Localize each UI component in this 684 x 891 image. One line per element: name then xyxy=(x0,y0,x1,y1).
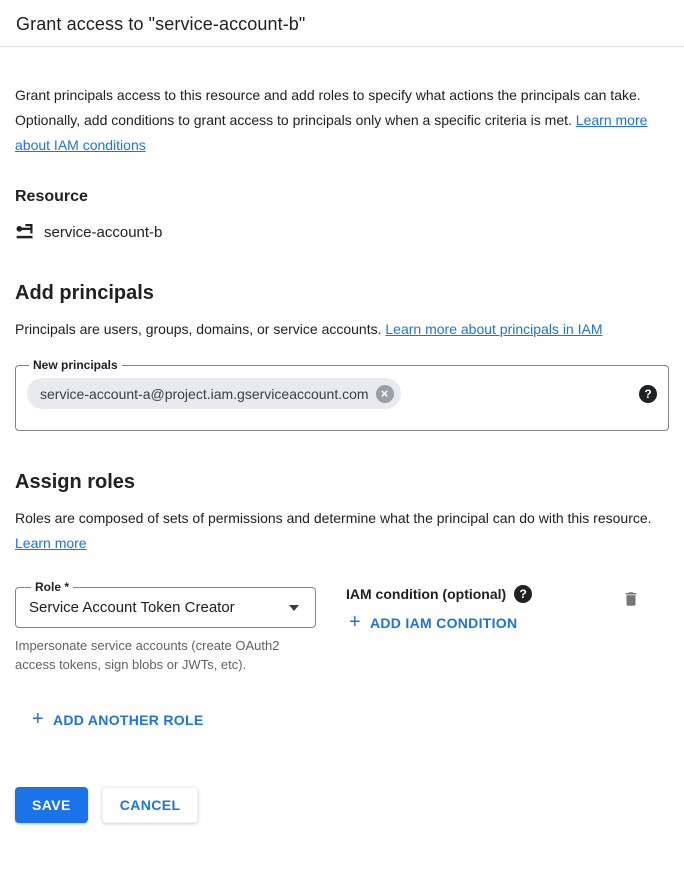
role-column xyxy=(15,580,316,674)
plus-icon: + xyxy=(32,708,44,730)
dropdown-arrow-icon xyxy=(289,605,299,611)
iam-condition-label-row xyxy=(346,585,532,603)
intro-text: Grant principals access to this resource and add roles to specify what actions the principals can take. Optionally, add conditions to grant access to principals only when a specific criteria is met. xyxy=(15,87,641,128)
trash-icon xyxy=(622,597,640,612)
add-iam-condition-button[interactable] xyxy=(349,611,518,633)
dialog-body xyxy=(0,83,684,823)
resource-name: service-account-b xyxy=(44,223,163,241)
assign-roles-text: Roles are composed of sets of permissions and determine what the principal can do with this resource. xyxy=(15,510,652,526)
add-another-role-button[interactable] xyxy=(32,708,204,730)
add-principals-text: Principals are users, groups, domains, or service accounts. xyxy=(15,321,386,337)
cancel-button[interactable]: CANCEL xyxy=(102,787,199,823)
principals-chip-row xyxy=(27,378,657,409)
resource-heading: Resource xyxy=(15,188,88,205)
role-description: Impersonate service accounts (create OAuth2 access tokens, sign blobs or JWTs, etc). xyxy=(15,638,280,672)
dialog-actions xyxy=(15,787,669,823)
principals-help-icon[interactable]: ? xyxy=(639,385,657,403)
add-iam-condition-label: ADD IAM CONDITION xyxy=(369,615,518,631)
role-label: Role * xyxy=(35,580,70,594)
add-another-role-label: ADD ANOTHER ROLE xyxy=(52,712,204,728)
role-value-row xyxy=(29,599,302,616)
resource-row xyxy=(15,222,669,242)
delete-role-button[interactable] xyxy=(622,589,640,612)
iam-condition-label: IAM condition (optional) xyxy=(346,586,507,602)
role-selected-value: Service Account Token Creator xyxy=(29,599,235,616)
dialog-header xyxy=(0,0,684,46)
role-select[interactable] xyxy=(15,580,316,628)
service-account-icon xyxy=(15,222,35,242)
add-principals-heading: Add principals xyxy=(15,282,154,304)
learn-more-principals-link[interactable]: Learn more about principals in IAM xyxy=(385,321,603,337)
learn-more-iam-conditions-link[interactable]: Learn more about IAM conditions xyxy=(15,112,648,153)
save-button[interactable]: SAVE xyxy=(15,787,88,823)
chip-remove-icon[interactable]: × xyxy=(376,385,394,403)
assign-roles-heading: Assign roles xyxy=(15,471,136,493)
header-divider xyxy=(0,46,684,47)
add-principals-description xyxy=(15,317,669,342)
iam-condition-column xyxy=(346,585,532,632)
new-principals-label: New principals xyxy=(33,358,118,372)
dialog-title: Grant access to "service-account-b" xyxy=(16,14,306,34)
intro-paragraph xyxy=(15,83,669,158)
principal-chip-text: service-account-a@project.iam.gserviceaccount.com xyxy=(40,385,369,402)
plus-icon: + xyxy=(349,611,361,633)
principal-chip[interactable] xyxy=(27,378,401,409)
learn-more-roles-link[interactable]: Learn more xyxy=(15,535,87,551)
role-row xyxy=(15,580,669,674)
assign-roles-description xyxy=(15,506,669,556)
new-principals-field[interactable] xyxy=(15,358,669,431)
iam-condition-help-icon[interactable]: ? xyxy=(514,585,532,603)
